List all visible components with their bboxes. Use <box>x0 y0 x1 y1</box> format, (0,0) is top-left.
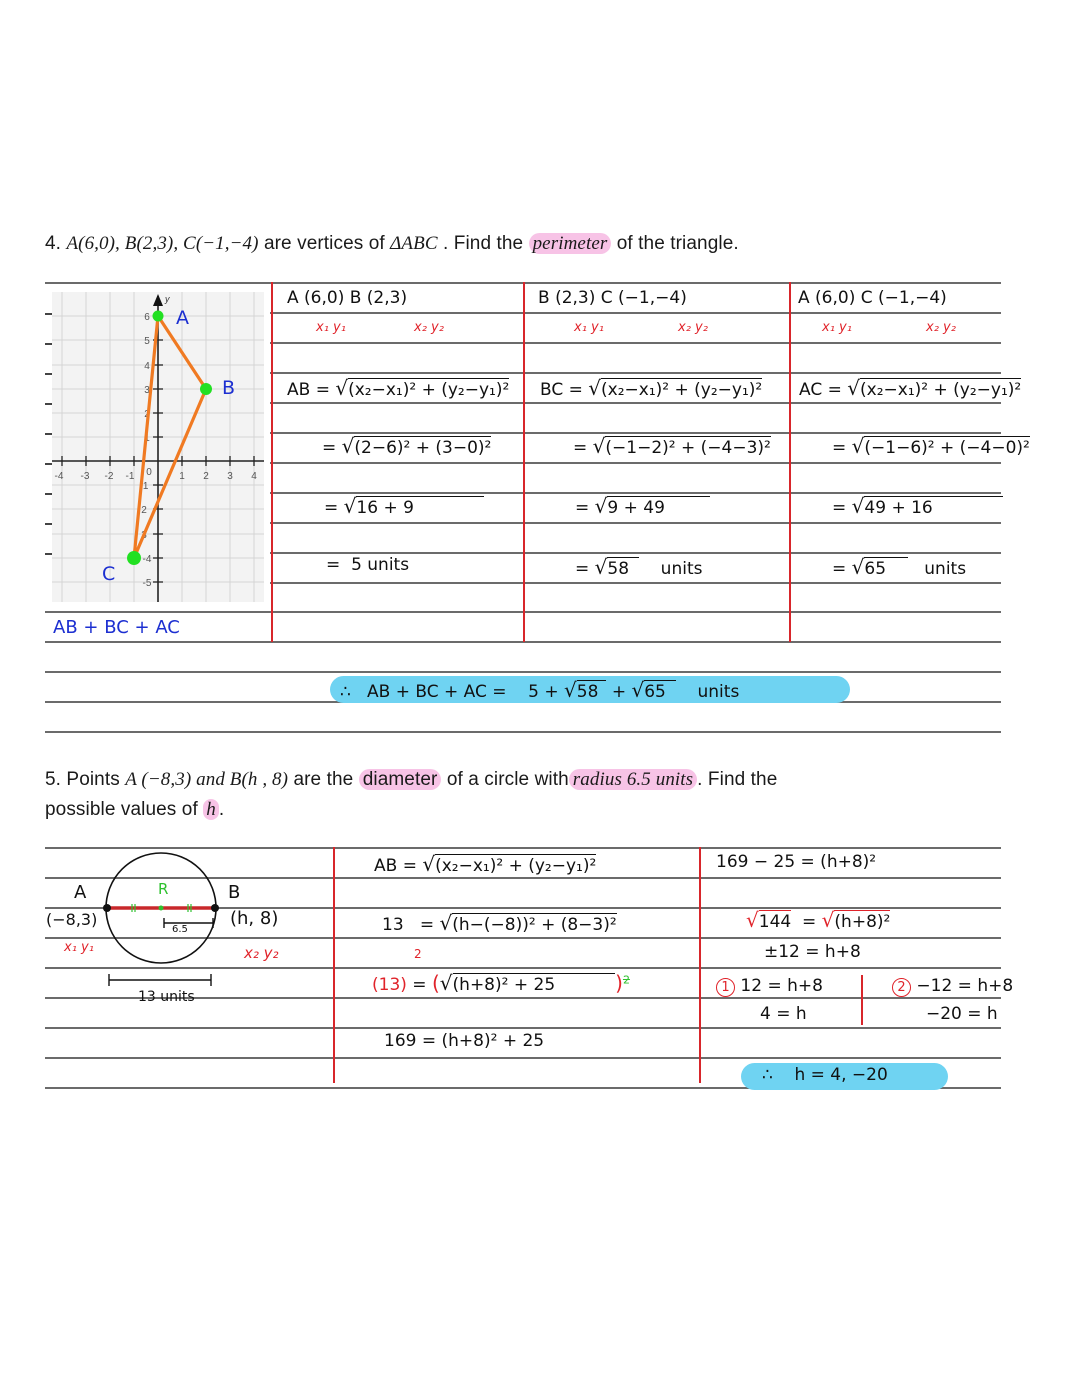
p5-step1: 13 = √(h−(−8))² + (8−3)² <box>382 911 617 935</box>
col2-vars-2: x₂ y₂ <box>678 320 708 335</box>
svg-text:-3: -3 <box>80 471 90 482</box>
col1-result: = 5 units <box>326 555 410 575</box>
col1-points: A (6,0) B (2,3) <box>287 288 408 308</box>
svg-text:5: 5 <box>144 336 150 347</box>
svg-text:C: C <box>102 563 116 585</box>
col1-step2: = √16 + 9 <box>324 494 484 518</box>
svg-text:-1: -1 <box>139 481 149 492</box>
col2-step1: = √(−1−2)² + (−4−3)² <box>573 434 771 458</box>
svg-text:6: 6 <box>144 312 150 323</box>
svg-text:A: A <box>176 307 189 329</box>
radius-label: 6.5 <box>172 924 188 935</box>
problem-4-statement: 4. A(6,0), B(2,3), C(−1,−4) are vertices of ΔABC . Find the perimeter of the triangle. <box>45 233 739 254</box>
col2-result: = √58 units <box>575 555 703 579</box>
svg-text:y: y <box>165 294 170 304</box>
column-divider <box>789 282 791 642</box>
coord-A: (−8,3) <box>46 910 98 929</box>
case-2-marker: 2 <box>892 978 911 997</box>
vars-A: x₁ y₁ <box>64 940 94 955</box>
col1-formula: AB = √(x₂−x₁)² + (y₂−y₁)² <box>287 376 510 400</box>
col2-step2: = √9 + 49 <box>575 494 710 518</box>
coord-B: (h, 8) <box>230 908 279 929</box>
col3-points: A (6,0) C (−1,−4) <box>798 288 947 308</box>
column-divider <box>333 847 335 1083</box>
svg-text:3: 3 <box>227 471 233 482</box>
p5-step2: (13) = (√(h+8)² + 25 )$^2$ <box>372 971 630 995</box>
triangle-name: ΔABC <box>390 233 438 254</box>
col2-formula: BC = √(x₂−x₁)² + (y₂−y₁)² <box>540 376 763 400</box>
vertices: A(6,0), B(2,3), C(−1,−4) <box>66 233 259 254</box>
svg-text:-4: -4 <box>142 554 152 565</box>
label-A: A <box>74 882 87 903</box>
highlight-h: h <box>203 799 219 820</box>
center-label: R <box>158 880 169 898</box>
svg-text:-4: -4 <box>54 471 64 482</box>
col1-vars-1: x₁ y₁ <box>316 320 346 335</box>
highlight-radius: radius 6.5 units <box>569 769 697 790</box>
rule-line <box>45 731 1001 733</box>
svg-text:3: 3 <box>144 385 150 396</box>
col2-vars-1: x₁ y₁ <box>574 320 604 335</box>
col3-vars-2: x₂ y₂ <box>926 320 956 335</box>
p5-right-step1: 169 − 25 = (h+8)² <box>716 852 877 872</box>
rule-line <box>270 552 1001 554</box>
p5-square-exp: 2 <box>414 947 422 961</box>
p5-right-step2: √144 = √(h+8)² <box>746 908 891 932</box>
answer-problem-5: ∴ h = 4, −20 <box>762 1065 888 1085</box>
svg-text:1: 1 <box>144 433 150 444</box>
diameter-label: 13 units <box>138 989 195 1005</box>
col3-result: = √65 units <box>832 555 967 579</box>
p5-case2: 2 −12 = h+8 <box>892 976 1013 997</box>
col3-step2: = √49 + 16 <box>832 494 1003 518</box>
svg-text:2: 2 <box>144 409 150 420</box>
svg-text:-2: -2 <box>104 471 114 482</box>
svg-text:4: 4 <box>251 471 257 482</box>
label-B: B <box>228 882 241 903</box>
column-divider <box>699 847 701 1083</box>
p5-formula: AB = √(x₂−x₁)² + (y₂−y₁)² <box>374 852 597 876</box>
p5-right-step3: ±12 = h+8 <box>764 942 861 962</box>
svg-text:2: 2 <box>203 471 209 482</box>
answer-problem-4: ∴ AB + BC + AC = 5 + √58 + √65 units <box>340 678 740 702</box>
problem-5-statement: 5. Points A (−8,3) and B(h , 8) are the diameter of a circle with radius 6.5 units . Find the possible values of h . <box>45 769 778 820</box>
highlight-perimeter: perimeter <box>529 233 612 254</box>
rule-line <box>45 671 1001 673</box>
column-divider <box>523 282 525 642</box>
svg-text:-5: -5 <box>142 578 152 589</box>
svg-text:-1: -1 <box>125 471 135 482</box>
svg-text:B: B <box>222 377 236 399</box>
col2-points: B (2,3) C (−1,−4) <box>538 288 687 308</box>
rule-line <box>270 462 1001 464</box>
problem-number: 4. <box>45 233 62 254</box>
rule-line <box>270 342 1001 344</box>
rule-line <box>270 312 1001 314</box>
case-divider <box>861 975 863 1025</box>
svg-text:3: 3 <box>141 530 147 541</box>
rule-line <box>45 1057 1001 1059</box>
highlight-diameter: diameter <box>359 769 442 790</box>
svg-text:2: 2 <box>141 505 147 516</box>
perimeter-sum-note: AB + BC + AC <box>53 617 180 638</box>
col1-vars-2: x₂ y₂ <box>414 320 444 335</box>
svg-text:0: 0 <box>146 467 152 478</box>
coordinate-graph <box>52 292 264 602</box>
rule-line <box>270 522 1001 524</box>
vars-B: x₂ y₂ <box>244 944 279 962</box>
rule-line <box>270 402 1001 404</box>
case-1-marker: 1 <box>716 978 735 997</box>
col3-formula: AC = √(x₂−x₁)² + (y₂−y₁)² <box>799 376 1022 400</box>
col3-vars-1: x₁ y₁ <box>822 320 852 335</box>
svg-text:1: 1 <box>179 471 185 482</box>
rule-line <box>270 582 1001 584</box>
p5-step3: 169 = (h+8)² + 25 <box>384 1031 545 1051</box>
column-divider <box>271 282 273 642</box>
p5-case2-result: −20 = h <box>926 1004 998 1024</box>
rule-line <box>270 372 1001 374</box>
svg-text:4: 4 <box>144 361 150 372</box>
p5-case1-result: 4 = h <box>760 1004 807 1024</box>
col3-step1: = √(−1−6)² + (−4−0)² <box>832 434 1030 458</box>
col1-step1: = √(2−6)² + (3−0)² <box>322 434 492 458</box>
rule-line <box>45 1027 1001 1029</box>
p5-case1: 1 12 = h+8 <box>716 976 823 997</box>
